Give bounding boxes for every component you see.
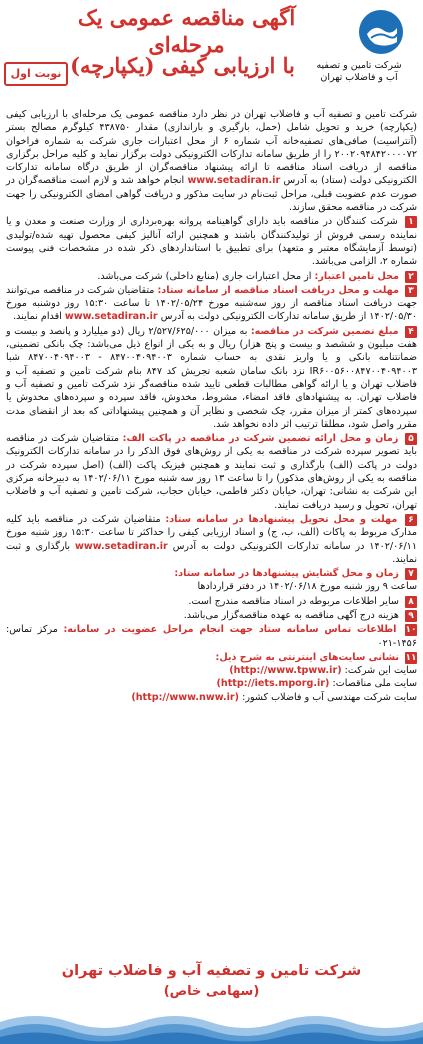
section-2 — [6, 270, 417, 283]
water-waves-icon — [0, 1004, 423, 1044]
section-2-label: محل تامین اعتبار: — [314, 270, 399, 282]
site-3-label: سایت شرکت مهندسی آب و فاضلاب کشور: — [242, 691, 417, 703]
site-1-label: سایت این شرکت: — [344, 665, 417, 677]
section-3-number: ۳ — [405, 285, 417, 297]
site-1-url[interactable]: (http://www.tpww.ir) — [229, 665, 342, 677]
section-4-label: مبلغ تضمین شرکت در مناقصه: — [250, 325, 399, 337]
section-8 — [6, 595, 417, 608]
section-6 — [6, 513, 417, 566]
section-9 — [6, 609, 417, 622]
section-5-label: زمان و محل ارائه تضمین شرکت در مناقصه در پاکت الف: — [122, 433, 399, 445]
section-2-number: ۲ — [405, 271, 417, 283]
water-drop-icon — [357, 8, 405, 56]
section-6-text: متقاضیان شرکت در مناقصه باید کلیه مدارک مربوط به پاکات (الف، ب، ج) و اسناد ارزیابی کیفی را حداکثر تا ساعت ۱۵:۳۰ روز شنبه مورخ ۱۴۰۲/۰۶/۱۱ در سامانه تدارکات الکترونیکی دولت به آدرس — [6, 513, 417, 552]
section-3 — [6, 284, 417, 324]
section-6-number: ۶ — [405, 514, 417, 526]
footer-company-type: (سهامی خاص) — [163, 984, 260, 999]
section-10-number: ۱۰ — [405, 625, 417, 636]
section-5-text: متقاضیان شرکت در مناقصه باید تصویر سپرده شرکت در مناقصه به یکی از روش‌های فوق الذکر را در سامانه تدارکات الکترونیک دولت در پاکت (الف) بارگذاری و ثبت نمایند و همچنین فیزیک پاکت (الف) (اصل سپرده شرکت در مناقصه به یکی از روش‌های مذکور) را تا ساعت ۱۳ روز سه شنبه مورخ ۱۴۰۲/۰۶/۱۱ به دبیرخانه مرکزی این شرکت به نشانی: تهران، خیابان دکتر فاطمی، خیابان حجاب، شرکت تامین و تصفیه آب و فاضلاب تهران، تحویل و رسید دریافت نمایند. — [6, 433, 417, 511]
section-7-number: ۷ — [405, 568, 417, 580]
intro-paragraph — [6, 108, 417, 214]
notice-body — [0, 108, 423, 704]
section-10-label: اطلاعات تماس سامانه ستاد جهت انجام مراحل عضویت در سامانه: — [63, 624, 397, 636]
intro-text: شرکت تامین و تصفیه آب و فاضلاب تهران در نظر دارد مناقصه عمومی یک مرحله‌ای با ارزیابی کیفی (یکپارچه) خرید و تحویل شامل (حمل، بارگیری و باراندازی) مقدار ۴۳۸۷۵۰ کیلوگرم مصالح بستر (آنتراسیت) صافی‌های تصفیه‌خانه آب شماره ۶ از محل اعتبارات جاری شرکت به شماره فراخوان ۲۰۰۲۰۹۴۸۴۲۰۰۰۰۷۲ را از طریق سامانه تدارکات الکترونیکی دولت برگزار نماید و کلیه مراحل برگزاری مناقصه از دریافت اسناد مناقصه تا ارائه پیشنهاد مناقصه‌گران از طریق درگاه سامانه تدارکات الکترونیکی دولت (ستاد) به آدرس — [6, 109, 418, 187]
section-6-label: مهلت و محل تحویل پیشنهادها در سامانه ستاد: — [165, 513, 398, 525]
section-5 — [6, 432, 417, 512]
section-8-text: سایر اطلاعات مربوطه در اسناد مناقصه مندرج است. — [188, 595, 399, 607]
intro-tail: انجام خواهد شد و لازم است مناقصه‌گران در صورت عدم عضویت قبلی، مراحل ثبت‌نام در سایت مذکور و دریافت گواهی امضای الکترونیکی را جهت شرکت در مناقصه محقق سازند. — [6, 175, 417, 214]
section-11-label: نشانی سایت‌های اینترنتی به شرح ذیل: — [215, 651, 399, 663]
section-11 — [6, 651, 417, 704]
section-10-text: مرکز تماس: ۱۴۵۶-۰۲۱ — [6, 624, 417, 649]
section-9-text: هزینه درج آگهی مناقصه به عهده مناقصه‌گزار می‌باشد. — [183, 609, 399, 621]
site-2-url[interactable]: (http://iets.mporg.ir) — [216, 678, 330, 690]
section-11-number: ۱۱ — [405, 652, 417, 663]
section-7-label: زمان و محل گشایش پیشنهادها در سامانه ستاد: — [174, 568, 399, 580]
company-name — [299, 60, 419, 84]
section-7-text: ساعت ۹ روز شنبه مورخ ۱۴۰۲/۰۶/۱۸ در دفتر قراردادها — [197, 581, 417, 593]
section-3-url[interactable]: www.setadiran.ir — [64, 311, 158, 323]
section-9-number: ۹ — [405, 610, 417, 622]
section-1-text: شرکت کنندگان در مناقصه باید دارای گواهینامه پروانه بهره‌برداری از وزارت صنعت و معدن و یا نماینده رسمی فروش از تولیدکنندگان باشند و همچنین ارائه آنالیز کیفی محصول تهیه شده/تولیدی (توسط آزمایشگاه معتبر و متعهد) برای تطبیق با استانداردهای ذکر شده در مشخصات فنی پیوست شماره ۲، الزامی می‌باشد. — [6, 216, 417, 268]
section-4-text: به میزان ۲/۵۲۷/۶۲۵/۰۰۰ ریال (دو میلیارد و پانصد و بیست و هفت میلیون و ششصد و بیست و پنج هزار) ریال و به یکی از انواع ذیل می‌باشد: چک بانکی تضمینی، ضمانتنامه بانکی و یا واریز نقدی به حساب شماره ۸۴۷۰۰۴۰۹۴۰۰۳ - ۸۴۷۰۰۴۰۹۴۰۰۳ شبا IR۶۰۰۵۶۰۰۸۴۷۰۰۴۰۹۴۰۰۳ نزد بانک سامان شعبه تجریش کد ۸۴۷ بنام شرکت تامین و تصفیه آب و فاضلاب تهران و یا ارائه گواهی مطالبات قطعی تایید شده مناقصه‌گر نزد شرکت تامین و تصفیه آب و فاضلاب تهران. به پیشنهادهای فاقد امضاء، مشروط، مخدوش، فاقد سپرده و سپرده‌های مخدوش یا سپرده‌های کمتر از میزان مقرر، چک شخصی و نظایر آن و همچنین پیشنهاداتی که بعد از انقضای مدت مقرر واصل شود، مطلقا ترتیب اثر داده نخواهد شد. — [6, 325, 418, 430]
section-1 — [6, 215, 417, 268]
header — [0, 0, 423, 108]
section-6-tail: بارگذاری و ثبت نمایند. — [6, 540, 417, 565]
section-3-tail: اقدام نمایند. — [13, 311, 62, 323]
site-3-url[interactable]: (http://www.nww.ir) — [131, 691, 240, 703]
title-line-1: آگهی مناقصه عمومی یک مرحله‌ای — [77, 5, 296, 57]
company-line-1: شرکت تامین و تصفیه — [316, 60, 402, 71]
section-2-text: از محل اعتبارات جاری (منابع داخلی) شرکت می‌باشد. — [97, 270, 312, 282]
section-10 — [6, 623, 417, 650]
footer-company: شرکت تامین و تصفیه آب و فاضلاب تهران — [61, 963, 362, 979]
section-5-number: ۵ — [405, 433, 417, 445]
section-8-number: ۸ — [405, 596, 417, 608]
footer — [0, 952, 423, 1044]
section-3-text: متقاضیان شرکت در مناقصه می‌توانند جهت دریافت اسناد مناقصه از روز سه‌شنبه مورخ ۱۴۰۲/۰۵/۲۴ تا ساعت ۱۵:۳۰ روز دوشنبه مورخ ۱۴۰۲/۰۵/۳۰ از طریق سامانه تدارکات الکترونیکی دولت به آدرس — [6, 284, 417, 323]
intro-url[interactable]: www.setadiran.ir — [187, 175, 281, 187]
site-2-label: سایت ملی مناقصات: — [332, 678, 417, 690]
section-4-number: ۴ — [405, 326, 417, 338]
section-4 — [6, 325, 417, 431]
company-line-2: آب و فاضلاب تهران — [320, 72, 398, 83]
section-6-url[interactable]: www.setadiran.ir — [75, 540, 168, 552]
section-1-number: ۱ — [405, 216, 417, 228]
title-line-2: با ارزیابی کیفی (یکپارچه) — [70, 53, 295, 78]
section-3-label: مهلت و محل دریافت اسناد مناقصه از سامانه ستاد: — [157, 284, 399, 296]
section-7 — [6, 567, 417, 594]
round-badge: نوبت اول — [4, 62, 68, 86]
